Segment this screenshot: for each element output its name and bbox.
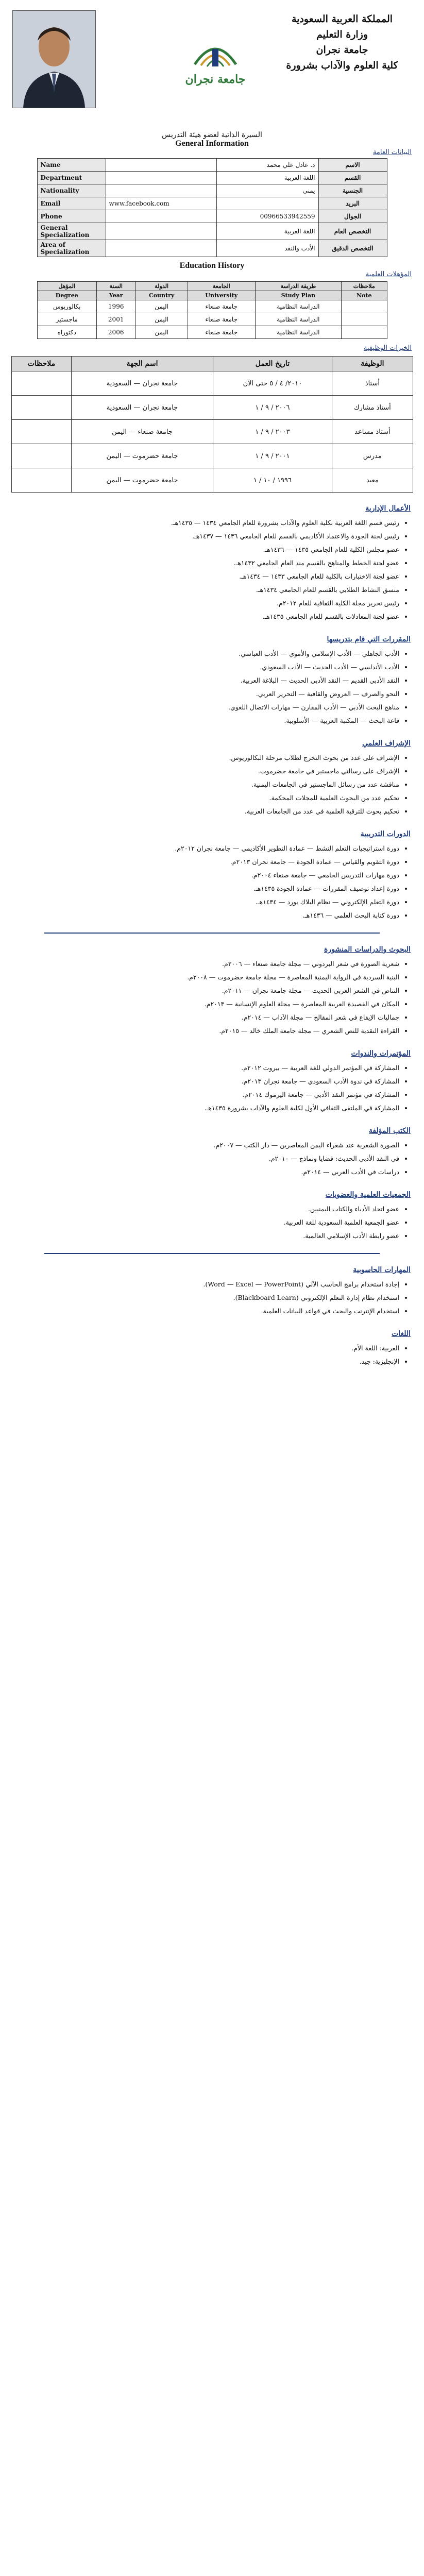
info-label-en: Name <box>37 159 106 172</box>
edu-header-en: Year <box>96 291 135 300</box>
edu-header-ar: ملاحظات <box>341 282 387 291</box>
section-item: • البنية السردية في الرواية اليمنية المعاصرة — مجلة جامعة حضرموت — ٢٠٠٨م. <box>13 971 399 984</box>
section-item: • النقد الأدبي القديم — النقد الأدبي الحديث — البلاغة العربية. <box>13 674 399 687</box>
kingdom-name: المملكة العربية السعودية <box>291 13 393 25</box>
section-item: • المشاركة في ندوة الأدب السعودي — جامعة نجران ٢٠١٣م. <box>13 1075 399 1088</box>
info-value-en: www.facebook.com <box>106 197 216 210</box>
section-item: • منسق النشاط الطلابي بالقسم للعام الجامعي ١٤٣٤هـ. <box>13 583 399 597</box>
info-value-ar: يمني <box>216 184 318 197</box>
section-item: • عضو اتحاد الأدباء والكتاب اليمنيين. <box>13 1202 399 1216</box>
section-item: • تحكيم بحوث للترقية العلمية في عدد من الجامعات العربية. <box>13 805 399 818</box>
section-item: • عضو لجنة المعادلات بالقسم للعام الجامعي ١٤٣٥هـ. <box>13 610 399 623</box>
section-title: الدورات التدريبية <box>360 830 411 838</box>
info-label-ar: الاسم <box>318 159 387 172</box>
general-info-table <box>37 158 387 257</box>
section-list <box>13 842 411 922</box>
section-list <box>13 1278 411 1318</box>
general-info-title-ar: البيانات العامة <box>372 148 412 156</box>
jobs-header: ملاحظات <box>11 357 72 371</box>
info-label-ar: الجوال <box>318 210 387 223</box>
jobs-cell: ٢٠٠٣ / ٩ / ١ <box>213 420 332 444</box>
section-item: • دورة إعداد توصيف المقررات — عمادة الجودة ١٤٣٥هـ. <box>13 882 399 895</box>
section-item: • رئيس قسم اللغة العربية بكلية العلوم والآداب بشرورة للعام الجامعي ١٤٣٤ — ١٤٣٥هـ. <box>13 516 399 530</box>
jobs-row <box>11 371 413 396</box>
college-name: كلية العلوم والآداب بشرورة <box>286 60 398 71</box>
info-label-en: Department <box>37 172 106 184</box>
section-list <box>13 1202 411 1243</box>
section-item: • الأدب الأندلسي — الأدب الحديث — الأدب السعودي. <box>13 660 399 674</box>
logo-emblem-icon <box>164 28 267 106</box>
section-item: • عضو مجلس الكلية للعام الجامعي ١٤٣٥ — ١٤٣٦هـ. <box>13 543 399 556</box>
section-item: • العربية: اللغة الأم. <box>13 1342 399 1355</box>
info-label-en: General Specialization <box>37 223 106 240</box>
profile-photo <box>12 10 96 108</box>
info-row <box>37 197 387 210</box>
section-item: • عضو لجنة الخطط والمناهج بالقسم منذ العام الجامعي ١٤٣٢هـ. <box>13 556 399 570</box>
edu-header-en: Study Plan <box>255 291 341 300</box>
section-item: • دراسات في الأدب العربي — ٢٠١٤م. <box>13 1165 399 1179</box>
info-value-en <box>106 184 216 197</box>
info-label-ar: التخصص الدقيق <box>318 240 387 257</box>
jobs-cell <box>11 396 72 420</box>
person-photo-icon <box>13 11 95 108</box>
edu-cell: اليمن <box>135 313 188 326</box>
jobs-cell: جامعة نجران — السعودية <box>72 396 213 420</box>
section-divider <box>44 1253 380 1254</box>
cv-header <box>0 0 424 129</box>
section-title: اللغات <box>392 1330 411 1338</box>
jobs-row <box>11 396 413 420</box>
edu-cell: جامعة صنعاء <box>188 313 255 326</box>
jobs-cell: معيد <box>332 468 413 493</box>
edu-cell: دكتوراه <box>37 326 96 339</box>
section-divider <box>44 933 380 934</box>
section-list <box>13 751 411 818</box>
section-item: • النحو والصرف — العروض والقافية — التحرير العربي. <box>13 687 399 701</box>
section-item: • القراءة النقدية للنص الشعري — مجلة جامعة الملك خالد — ٢٠١٥م. <box>13 1024 399 1038</box>
jobs-cell: ١٩٩٦ / ١٠ / ١ <box>213 468 332 493</box>
info-row <box>37 240 387 257</box>
info-row <box>37 223 387 240</box>
info-label-en: Nationality <box>37 184 106 197</box>
edu-header-en: University <box>188 291 255 300</box>
section-item: • المشاركة في مؤتمر النقد الأدبي — جامعة اليرموك ٢٠١٤م. <box>13 1088 399 1101</box>
edu-cell: الدراسة النظامية <box>255 326 341 339</box>
section-title: الكتب المؤلفة <box>368 1127 411 1135</box>
edu-cell <box>341 300 387 313</box>
jobs-cell: مدرس <box>332 444 413 468</box>
section-title: المؤتمرات والندوات <box>351 1049 411 1058</box>
jobs-cell <box>11 444 72 468</box>
edu-cell: الدراسة النظامية <box>255 300 341 313</box>
edu-cell: 1996 <box>96 300 135 313</box>
jobs-cell: جامعة حضرموت — اليمن <box>72 444 213 468</box>
section-item: • مناقشة عدد من رسائل الماجستير في الجامعات اليمنية. <box>13 778 399 791</box>
jobs-cell: ٢٠٠١ / ٩ / ١ <box>213 444 332 468</box>
section-list <box>13 1061 411 1115</box>
info-label-ar: القسم <box>318 172 387 184</box>
section-item: • الإشراف على عدد من بحوث التخرج لطلاب مرحلة البكالوريوس. <box>13 751 399 765</box>
section-item: • دورة مهارات التدريس الجامعي — جامعة صنعاء ٢٠٠٤م. <box>13 869 399 882</box>
jobs-cell: أستاذ مشارك <box>332 396 413 420</box>
section-item: • مناهج البحث الأدبي — الأدب المقارن — مهارات الاتصال اللغوي. <box>13 701 399 714</box>
section-item: • المشاركة في المؤتمر الدولي للغة العربية — بيروت ٢٠١٢م. <box>13 1061 399 1075</box>
section-item: • دورة التقويم والقياس — عمادة الجودة — جامعة نجران ٢٠١٣م. <box>13 855 399 869</box>
edu-cell: 2006 <box>96 326 135 339</box>
jobs-title: الخبرات الوظيفية <box>363 344 412 352</box>
section-item: • الصورة الشعرية عند شعراء اليمن المعاصرين — دار الكتب — ٢٠٠٧م. <box>13 1139 399 1152</box>
section-item: • رئيس لجنة الجودة والاعتماد الأكاديمي بالقسم للعام الجامعي ١٤٣٦ — ١٤٣٧هـ. <box>13 530 399 543</box>
info-row <box>37 159 387 172</box>
edu-header-en: Degree <box>37 291 96 300</box>
cv-sections <box>0 502 424 1368</box>
jobs-row <box>11 444 413 468</box>
info-value-en <box>106 223 216 240</box>
section-item: • في النقد الأدبي الحديث: قضايا ونماذج — ٢٠١٠م. <box>13 1152 399 1165</box>
general-info-title-en: General Information <box>175 139 249 148</box>
section-item: • شعرية الصورة في شعر البردوني — مجلة جامعة صنعاء — ٢٠٠٦م. <box>13 957 399 971</box>
section-list <box>13 516 411 623</box>
section-item: • رئيس تحرير مجلة الكلية الثقافية للعام ٢٠١٢م. <box>13 597 399 610</box>
edu-history-title-en: Education History <box>179 261 245 270</box>
section-item: • المكان في القصيدة العربية المعاصرة — مجلة العلوم الإنسانية — ٢٠١٣م. <box>13 997 399 1011</box>
edu-header-ar: المؤهل <box>37 282 96 291</box>
edu-cell <box>341 313 387 326</box>
jobs-header: تاريخ العمل <box>213 357 332 371</box>
section-item: • قاعة البحث — المكتبة العربية — الأسلوبية. <box>13 714 399 727</box>
section-title: الإشراف العلمي <box>362 739 411 748</box>
edu-cell: جامعة صنعاء <box>188 326 255 339</box>
jobs-cell: ٢٠٠٦ / ٩ / ١ <box>213 396 332 420</box>
info-value-en <box>106 240 216 257</box>
section-list <box>13 1139 411 1179</box>
section-item: • تحكيم عدد من البحوث العلمية للمجلات المحكمة. <box>13 791 399 805</box>
edu-cell <box>341 326 387 339</box>
university-logo <box>164 28 267 106</box>
section-list <box>13 1342 411 1368</box>
info-value-en <box>106 159 216 172</box>
edu-header-ar: الجامعة <box>188 282 255 291</box>
info-row <box>37 210 387 223</box>
section-item: • الإشراف على رسالتي ماجستير في جامعة حضرموت. <box>13 765 399 778</box>
edu-header-ar: الدولة <box>135 282 188 291</box>
jobs-header: اسم الجهة <box>72 357 213 371</box>
jobs-cell: جامعة حضرموت — اليمن <box>72 468 213 493</box>
info-row <box>37 184 387 197</box>
info-label-ar: التخصص العام <box>318 223 387 240</box>
jobs-cell <box>11 371 72 396</box>
institution-block <box>273 11 412 73</box>
section-title: البحوث والدراسات المنشورة <box>324 945 411 954</box>
info-value-ar: اللغة العربية <box>216 172 318 184</box>
edu-row <box>37 313 387 326</box>
section-item: • إجادة استخدام برامج الحاسب الآلي (Word — Excel — PowerPoint). <box>13 1278 399 1291</box>
info-value-en <box>106 210 216 223</box>
info-label-en: Area of Specialization <box>37 240 106 257</box>
info-row <box>37 172 387 184</box>
edu-cell: جامعة صنعاء <box>188 300 255 313</box>
jobs-row <box>11 468 413 493</box>
education-table <box>37 281 387 339</box>
section-title: المهارات الحاسوبية <box>353 1266 411 1274</box>
section-title: المقررات التي قام بتدريسها <box>327 635 411 643</box>
info-value-ar: الأدب والنقد <box>216 240 318 257</box>
section-item: • الأدب الجاهلي — الأدب الإسلامي والأموي — الأدب العباسي. <box>13 647 399 660</box>
jobs-cell: أستاذ <box>332 371 413 396</box>
edu-cell: ماجستير <box>37 313 96 326</box>
section-item: • عضو الجمعية العلمية السعودية للغة العربية. <box>13 1216 399 1229</box>
info-label-en: Phone <box>37 210 106 223</box>
info-value-ar: اللغة العربية <box>216 223 318 240</box>
edu-history-title-ar: المؤهلات العلمية <box>365 270 412 278</box>
jobs-cell <box>11 420 72 444</box>
jobs-header: الوظيفة <box>332 357 413 371</box>
section-list <box>13 957 411 1038</box>
ministry-name: وزارة التعليم <box>316 29 368 40</box>
edu-header-en: Country <box>135 291 188 300</box>
info-label-en: Email <box>37 197 106 210</box>
section-item: • عضو رابطة الأدب الإسلامي العالمية. <box>13 1229 399 1243</box>
section-item: • دورة التعلم الإلكتروني — نظام البلاك بورد — ١٤٣٤هـ. <box>13 895 399 909</box>
section-item: • التناص في الشعر العربي الحديث — مجلة جامعة نجران — ٢٠١١م. <box>13 984 399 997</box>
info-value-ar: 00966533942559 <box>216 210 318 223</box>
section-list <box>13 647 411 727</box>
section-title: الجمعيات العلمية والعضويات <box>325 1191 411 1199</box>
edu-cell: الدراسة النظامية <box>255 313 341 326</box>
edu-row <box>37 326 387 339</box>
jobs-cell: جامعة نجران — السعودية <box>72 371 213 396</box>
info-value-ar <box>216 197 318 210</box>
section-item: • المشاركة في الملتقى الثقافي الأول لكلية العلوم والآداب بشرورة ١٤٣٥هـ. <box>13 1101 399 1115</box>
jobs-cell: ٢٠١٠/ ٤ / ٥ حتى الآن <box>213 371 332 396</box>
jobs-cell: جامعة صنعاء — اليمن <box>72 420 213 444</box>
section-item: • دورة كتابة البحث العلمي — ١٤٣٦هـ. <box>13 909 399 922</box>
section-item: • استخدام الإنترنت والبحث في قواعد البيانات العلمية. <box>13 1304 399 1318</box>
section-item: • عضو لجنة الاختبارات بالكلية للعام الجامعي ١٤٣٣ — ١٤٣٤هـ. <box>13 570 399 583</box>
edu-header-en: Note <box>341 291 387 300</box>
jobs-table <box>11 356 413 493</box>
edu-header-ar: طريقة الدراسة <box>255 282 341 291</box>
university-name: جامعة نجران <box>316 44 368 56</box>
section-item: • جماليات الإيقاع في شعر المقالح — مجلة الآداب — ٢٠١٤م. <box>13 1011 399 1024</box>
jobs-cell <box>11 468 72 493</box>
edu-cell: 2001 <box>96 313 135 326</box>
edu-cell: بكالوريوس <box>37 300 96 313</box>
section-item: • دورة استراتيجيات التعلم النشط — عمادة التطوير الأكاديمي — جامعة نجران ٢٠١٢م. <box>13 842 399 855</box>
logo-text: جامعة نجران <box>185 73 246 86</box>
info-label-ar: الجنسية <box>318 184 387 197</box>
edu-row <box>37 300 387 313</box>
jobs-cell: أستاذ مساعد <box>332 420 413 444</box>
jobs-row <box>11 420 413 444</box>
info-label-ar: البريد <box>318 197 387 210</box>
cv-title: السيرة الذاتية لعضو هيئة التدريس <box>162 131 262 139</box>
edu-cell: اليمن <box>135 300 188 313</box>
section-title: الأعمال الإدارية <box>365 504 411 513</box>
edu-cell: اليمن <box>135 326 188 339</box>
info-value-en <box>106 172 216 184</box>
edu-header-ar: السنة <box>96 282 135 291</box>
section-item: • استخدام نظام إدارة التعلم الإلكتروني (Blackboard Learn). <box>13 1291 399 1304</box>
info-value-ar: د. عادل علي محمد <box>216 159 318 172</box>
section-item: • الإنجليزية: جيد. <box>13 1355 399 1368</box>
